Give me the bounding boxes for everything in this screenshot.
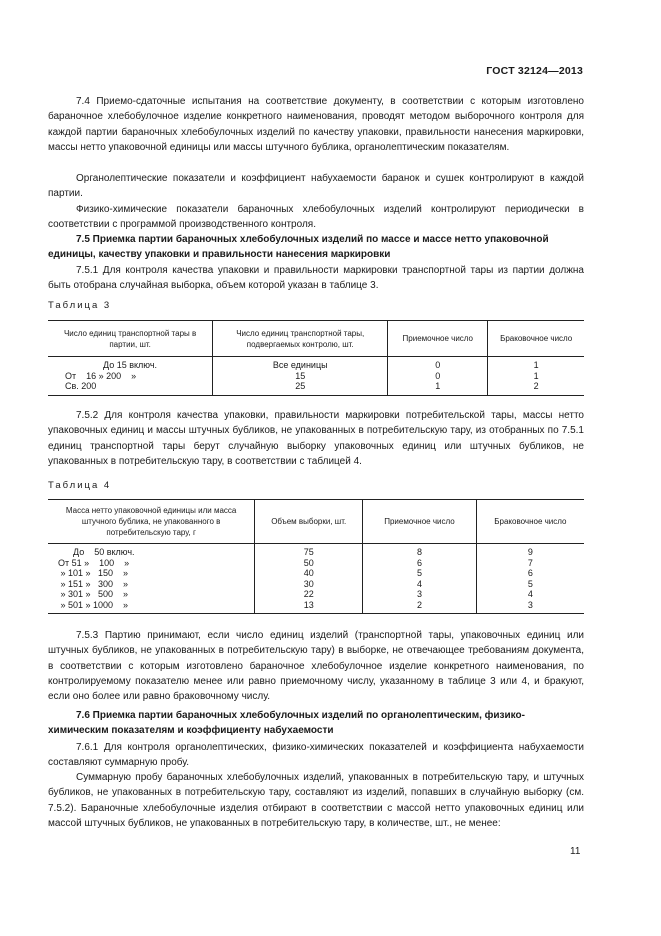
table-row (48, 600, 584, 614)
table-4 (48, 499, 584, 614)
table3-caption: Таблица 3 (48, 300, 112, 311)
table-row (48, 568, 584, 579)
table4-cell: 50 (255, 558, 363, 569)
table4-cell: » 301 » 500 » (48, 589, 255, 600)
table4-cell: » 101 » 150 » (48, 568, 255, 579)
table4-cell: 6 (476, 568, 584, 579)
page-number: 11 (570, 846, 581, 857)
table-row (48, 381, 584, 395)
table4-cell: 40 (255, 568, 363, 579)
table4-cell: От 51 » 100 » (48, 558, 255, 569)
table-row (48, 371, 584, 382)
paragraph-summary-sample: Суммарную пробу бараночных хлебобулочных изделий, упакованных в потребительскую тару, и штучных бубликов, не упакованных в потребительскую тару, составляют из изделий, попавших в случайную выборку (см. 7.5.2). Бараночные хлебобулочные изделия отбирают в соответствии с массой нетто упаковочных единиц или массой штучных бубликов, не упакованных в потребительскую тару, в количестве, шт., не менее: (48, 772, 584, 829)
table4-header-mass: Масса нетто упаковочной единицы или масса штучного бублика, не упакованного в потребительскую тару, г (48, 500, 255, 544)
section-heading-7-5: 7.5 Приемка партии бараночных хлебобулочных изделий по массе и массе нетто упаковочной единицы, качеству упаковки и правильности нанесения маркировки (48, 234, 549, 261)
table4-caption: Таблица 4 (48, 480, 112, 491)
table3-cell: 1 (388, 381, 488, 395)
paragraph-7-5-2: 7.5.2 Для контроля качества упаковки, правильности маркировки потребительской тары, массы нетто упаковочных единиц и массы штучных бубликов, не упакованных в потребительскую тару, из отобранных по 7.5.1 единиц транспортной тары берут случайную выборку упаковочных единиц или штучных бубликов, не упакованных в потребительскую тару, в соответствии с таблицей 4. (48, 410, 584, 467)
table-row (48, 357, 584, 371)
table3-cell: 0 (388, 371, 488, 382)
table3-cell: 2 (488, 381, 584, 395)
table3-cell: От 16 » 200 » (48, 371, 213, 382)
table4-cell: » 501 » 1000 » (48, 600, 255, 614)
paragraph-organoleptic: Органолептические показатели и коэффициент набухаемости баранок и сушек контролируют в каждой партии. (48, 173, 584, 200)
document-id: ГОСТ 32124—2013 (486, 65, 583, 77)
table4-cell: 75 (255, 544, 363, 558)
table3-cell: Св. 200 (48, 381, 213, 395)
table4-cell: 22 (255, 589, 363, 600)
table4-cell: 9 (476, 544, 584, 558)
table3-cell: 15 (213, 371, 388, 382)
table4-header-reject: Браковочное число (476, 500, 584, 544)
table-row (48, 558, 584, 569)
table4-cell: 3 (476, 600, 584, 614)
table4-cell: 8 (363, 544, 477, 558)
table-row (48, 579, 584, 590)
table3-cell: Все единицы (213, 357, 388, 371)
table-row (48, 544, 584, 558)
table-row (48, 589, 584, 600)
table4-cell: 4 (476, 589, 584, 600)
table-3 (48, 320, 584, 396)
table3-header-lots: Число единиц транспортной тары в партии, шт. (48, 321, 213, 357)
table4-cell: » 151 » 300 » (48, 579, 255, 590)
table3-cell: 1 (488, 371, 584, 382)
paragraph-7-5-3: 7.5.3 Партию принимают, если число единиц изделий (транспортной тары, упаковочных единиц или штучных бубликов, не упакованных в потребительскую тару) в выборке, не отвечающее требованиям документа, в соответствии с которым изготовлено бараночное хлебобулочное изделие конкретного наименования, по контролируемому показателю менее или равно приемочному числу, указанному в таблице 3 или 4, и бракуют, если оно более или равно браковочному числу. (48, 630, 584, 703)
table3-cell: 25 (213, 381, 388, 395)
table3-cell: 1 (488, 357, 584, 371)
table4-cell: 5 (476, 579, 584, 590)
table4-cell: 13 (255, 600, 363, 614)
table4-cell: До 50 включ. (48, 544, 255, 558)
section-heading-7-6: 7.6 Приемка партии бараночных хлебобулочных изделий по органолептическим, физико-химическим показателям и коэффициенту набухаемости (48, 710, 525, 737)
table4-cell: 7 (476, 558, 584, 569)
table4-cell: 30 (255, 579, 363, 590)
table4-header-accept: Приемочное число (363, 500, 477, 544)
table4-cell: 6 (363, 558, 477, 569)
table4-cell: 3 (363, 589, 477, 600)
table4-cell: 2 (363, 600, 477, 614)
table3-cell: До 15 включ. (48, 357, 213, 371)
paragraph-7-6-1: 7.6.1 Для контроля органолептических, физико-химических показателей и коэффициента набухаемости составляют суммарную пробу. (48, 742, 584, 769)
paragraph-physchem: Физико-химические показатели бараночных хлебобулочных изделий контролируют периодически в соответствии с программой производственного контроля. (48, 204, 584, 231)
table3-cell: 0 (388, 357, 488, 371)
table3-header-reject: Браковочное число (488, 321, 584, 357)
table3-header-accept: Приемочное число (388, 321, 488, 357)
table4-header-sample: Объем выборки, шт. (255, 500, 363, 544)
paragraph-7-4: 7.4 Приемо-сдаточные испытания на соответствие документу, в соответствии с которым изготовлено бараночное хлебобулочное изделие конкретного наименования, проводят методом выборочного контроля для каждой партии бараночных хлебобулочных изделий по качеству упаковки, правильности нанесения маркировки, массы нетто упаковочной единицы или массы штучного бублика, органолептическим показателям. (48, 96, 584, 153)
paragraph-7-5-1: 7.5.1 Для контроля качества упаковки и правильности маркировки транспортной тары из партии должна быть отобрана случайная выборка, объем которой указан в таблице 3. (48, 265, 584, 292)
table3-header-controlled: Число единиц транспортной тары, подвергаемых контролю, шт. (213, 321, 388, 357)
table4-cell: 5 (363, 568, 477, 579)
table4-cell: 4 (363, 579, 477, 590)
